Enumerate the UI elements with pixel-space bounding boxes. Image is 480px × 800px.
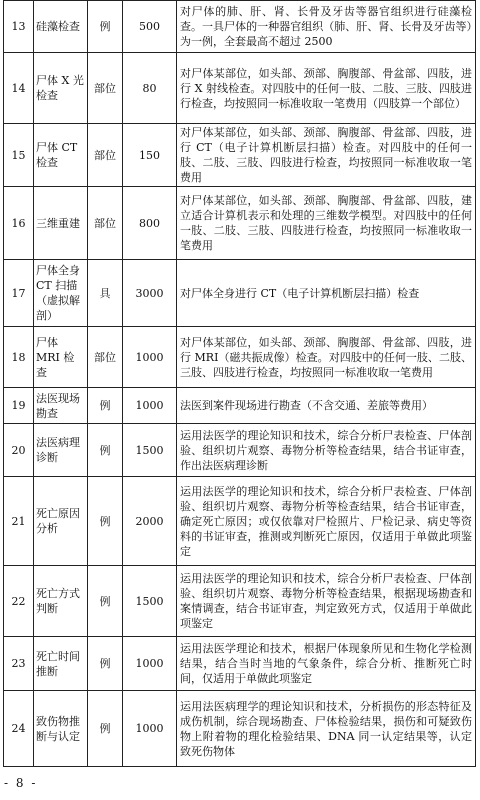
item-price: 800 [123, 187, 177, 260]
row-number: 14 [4, 53, 34, 124]
item-description: 运用法医病理学的理论知识和技术，分析损伤的形态特征及成伤机制，综合现场勘查、尸体检验结果，损伤和可疑致伤物上附着物的理化检验结果、DNA 同一认定结果等，认定致死伤物体 [177, 691, 476, 767]
item-name: 尸体 MRI 检查 [34, 327, 88, 388]
item-description: 运用法医学的理论知识和技术，综合分析尸表检查、尸体剖验、组织切片观察、毒物分析等检查结果，结合书证审查，作出法医病理诊断 [177, 424, 476, 477]
item-unit: 部位 [88, 327, 123, 388]
table-row [4, 327, 476, 388]
item-unit: 例 [88, 691, 123, 767]
table-row [4, 691, 476, 767]
table-row [4, 637, 476, 691]
item-name: 法医病理诊断 [34, 424, 88, 477]
item-name: 死亡原因分析 [34, 477, 88, 566]
item-price: 1500 [123, 424, 177, 477]
item-description: 运用法医学理论和技术，根据尸体现象所见和生物化学检测结果，结合当时当地的气象条件，综合分析、推断死亡时间，仅适用于单做此项鉴定 [177, 637, 476, 691]
table-row [4, 424, 476, 477]
item-unit: 具 [88, 260, 123, 327]
item-unit: 例 [88, 566, 123, 637]
item-name: 尸体 CT 检查 [34, 124, 88, 187]
table-row [4, 53, 476, 124]
row-number: 15 [4, 124, 34, 187]
item-name: 尸体全身 CT 扫描（虚拟解剖） [34, 260, 88, 327]
item-name: 法医现场勘查 [34, 388, 88, 424]
row-number: 21 [4, 477, 34, 566]
item-name: 尸体 X 光检查 [34, 53, 88, 124]
table-row [4, 260, 476, 327]
item-price: 500 [123, 1, 177, 53]
item-price: 2000 [123, 477, 177, 566]
table-row [4, 187, 476, 260]
row-number: 23 [4, 637, 34, 691]
item-description: 对尸体某部位，如头部、颈部、胸腹部、骨盆部、四肢，进行 X 射线检查。对四肢中的任何一肢、二肢、三肢、四肢进行检查，均按照同一标准收取一笔费用（四肢算一个部位） [177, 53, 476, 124]
row-number: 24 [4, 691, 34, 767]
item-description: 对尸体某部位，如头部、颈部、胸腹部、骨盆部、四肢，进行 MRI（磁共振成像）检查。对四肢中的任何一肢、二肢、三肢、四肢进行检查，均按照同一标准收取一笔费用 [177, 327, 476, 388]
item-unit: 例 [88, 477, 123, 566]
item-price: 1000 [123, 691, 177, 767]
item-description: 运用法医学的理论知识和技术，综合分析尸表检查、尸体剖验、组织切片观察、毒物分析等检查结果，根据现场勘查和案情调查，结合书证审查，判定致死方式，仅适用于单做此项鉴定 [177, 566, 476, 637]
item-price: 80 [123, 53, 177, 124]
table-row [4, 388, 476, 424]
item-description: 对尸体某部位，如头部、颈部、胸腹部、骨盆部、四肢，进行 CT（电子计算机断层扫描）检查。对四肢中的任何一肢、二肢、三肢、四肢进行检查，均按照同一标准收取一笔费用 [177, 124, 476, 187]
item-unit: 部位 [88, 187, 123, 260]
item-price: 1000 [123, 637, 177, 691]
item-description: 运用法医学的理论知识和技术，综合分析尸表检查、尸体剖验、组织切片观察、毒物分析等检查结果，结合书证审查，确定死亡原因；或仅依靠对尸检照片、尸检记录、病史等资料的书证审查，推测或判断死亡原因，仅适用于单做此项鉴定 [177, 477, 476, 566]
row-number: 13 [4, 1, 34, 53]
item-unit: 例 [88, 388, 123, 424]
item-description: 对尸体某部位，如头部、颈部、胸腹部、骨盆部、四肢，建立适合计算机表示和处理的三维数学模型。对四肢中的任何一肢、二肢、三肢、四肢进行检查，均按照同一标准收取一笔费用 [177, 187, 476, 260]
row-number: 19 [4, 388, 34, 424]
item-name: 硅藻检查 [34, 1, 88, 53]
item-description: 法医到案件现场进行勘查（不含交通、差旅等费用） [177, 388, 476, 424]
item-price: 3000 [123, 260, 177, 327]
row-number: 18 [4, 327, 34, 388]
table-row [4, 566, 476, 637]
fee-table [3, 0, 476, 767]
row-number: 20 [4, 424, 34, 477]
item-name: 三维重建 [34, 187, 88, 260]
item-price: 150 [123, 124, 177, 187]
item-name: 死亡方式判断 [34, 566, 88, 637]
item-description: 对尸体的肺、肝、肾、长骨及牙齿等器官组织进行硅藻检查。一具尸体的一种器官组织（肺、肝、肾、长骨及牙齿等）为一例，全套最高不超过 2500 [177, 1, 476, 53]
item-unit: 部位 [88, 53, 123, 124]
item-unit: 例 [88, 1, 123, 53]
row-number: 22 [4, 566, 34, 637]
item-description: 对尸体全身进行 CT（电子计算机断层扫描）检查 [177, 260, 476, 327]
item-price: 1000 [123, 388, 177, 424]
table-row [4, 124, 476, 187]
table-row [4, 477, 476, 566]
item-price: 1500 [123, 566, 177, 637]
item-unit: 例 [88, 637, 123, 691]
item-price: 1000 [123, 327, 177, 388]
item-name: 死亡时间推断 [34, 637, 88, 691]
row-number: 16 [4, 187, 34, 260]
table-row [4, 1, 476, 53]
item-name: 致伤物推断与认定 [34, 691, 88, 767]
item-unit: 部位 [88, 124, 123, 187]
item-unit: 例 [88, 424, 123, 477]
page-number: - 8 - [4, 776, 38, 790]
row-number: 17 [4, 260, 34, 327]
